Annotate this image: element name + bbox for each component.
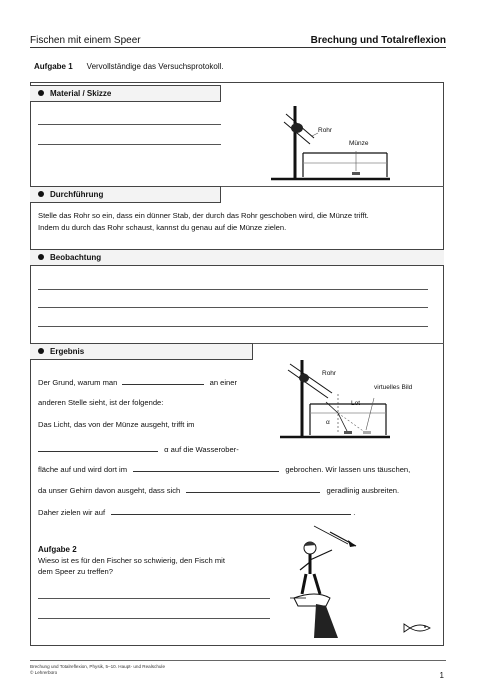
section-durchfuehrung-label: Durchführung [50, 190, 104, 199]
durchfuehrung-line1: Stelle das Rohr so ein, dass ein dünner Stab, der durch das Rohr geschoben wird, die Münze trifft. [38, 211, 369, 220]
header-divider [30, 47, 446, 48]
text-fragment: Der Grund, warum man [38, 378, 118, 387]
refraction-sketch [278, 354, 396, 440]
bullet-icon [38, 191, 44, 197]
section-durchfuehrung [30, 186, 221, 203]
answer-line[interactable] [38, 124, 221, 125]
footer-line2: © Lehrerbüro [30, 670, 58, 675]
label-virtuelles-bild: virtuelles Bild [374, 384, 413, 391]
text-fragment: Daher zielen wir auf [38, 508, 106, 517]
worksheet-title: Fischen mit einem Speer [30, 35, 141, 46]
task1-instruction [34, 62, 224, 71]
label-alpha: α [326, 419, 330, 426]
fill-blank[interactable] [133, 463, 279, 472]
ergebnis-line7 [38, 506, 355, 518]
section-ergebnis [30, 343, 253, 360]
task2-label: Aufgabe 2 [38, 545, 77, 554]
answer-line[interactable] [38, 618, 270, 619]
bullet-icon [38, 90, 44, 96]
footer-line1: Brechung und Totalreflexion, Physik, 5–10. Haupt- und Realschule [30, 664, 166, 669]
section-material-label: Material / Skizze [50, 89, 112, 98]
label-muenze: Münze [349, 140, 369, 147]
text-fragment: auf die Wasserober- [170, 445, 239, 454]
text-fragment: da unser Gehirn davon ausgeht, dass sich [38, 486, 181, 495]
label-rohr: Rohr [318, 127, 333, 134]
footer-credits [30, 664, 165, 676]
page-number: 1 [439, 671, 444, 680]
fill-blank[interactable] [111, 506, 351, 515]
task2-line2: dem Speer zu treffen? [38, 567, 113, 576]
bullet-icon [38, 348, 44, 354]
answer-line[interactable] [38, 307, 428, 308]
alpha-symbol: α [164, 445, 169, 454]
ergebnis-line1 [38, 376, 237, 388]
section-beobachtung-label: Beobachtung [50, 253, 102, 262]
text-fragment: geradlinig ausbreiten. [326, 486, 400, 495]
answer-line[interactable] [38, 144, 221, 145]
text-fragment: gebrochen. Wir lassen uns täuschen, [285, 465, 411, 474]
ergebnis-line4 [38, 443, 239, 455]
label-rohr-2: Rohr [322, 370, 337, 377]
worksheet-topic: Brechung und Totalreflexion [310, 35, 446, 46]
bullet-icon [38, 254, 44, 260]
fill-blank[interactable] [122, 376, 204, 385]
task1-label: Aufgabe 1 [34, 62, 73, 71]
ergebnis-line3: Das Licht, das von der Münze ausgeht, trifft im [38, 420, 195, 429]
fill-blank[interactable] [38, 443, 158, 452]
label-lot: Lot [351, 400, 361, 407]
task2-line1: Wieso ist es für den Fischer so schwierig, den Fisch mit [38, 556, 225, 565]
answer-line[interactable] [38, 289, 428, 290]
text-fragment: . [353, 508, 356, 517]
text-fragment: an einer [209, 378, 238, 387]
ergebnis-line6 [38, 484, 399, 496]
durchfuehrung-line2: Indem du durch das Rohr schaust, kannst du genau auf die Münze zielen. [38, 223, 287, 232]
task1-text: Vervollständige das Versuchsprotokoll. [86, 62, 224, 71]
text-fragment: fläche auf und wird dort im [38, 465, 128, 474]
section-material [30, 85, 221, 102]
tube-coin-sketch [266, 100, 412, 184]
footer-divider [30, 660, 446, 661]
ergebnis-line5 [38, 463, 410, 475]
ergebnis-line2: anderen Stelle sieht, ist der folgende: [38, 398, 164, 407]
section-beobachtung [30, 249, 444, 266]
answer-line[interactable] [38, 598, 270, 599]
fisherman-illustration [286, 520, 436, 642]
section-ergebnis-label: Ergebnis [50, 347, 85, 356]
fill-blank[interactable] [186, 484, 320, 493]
answer-line[interactable] [38, 326, 428, 327]
